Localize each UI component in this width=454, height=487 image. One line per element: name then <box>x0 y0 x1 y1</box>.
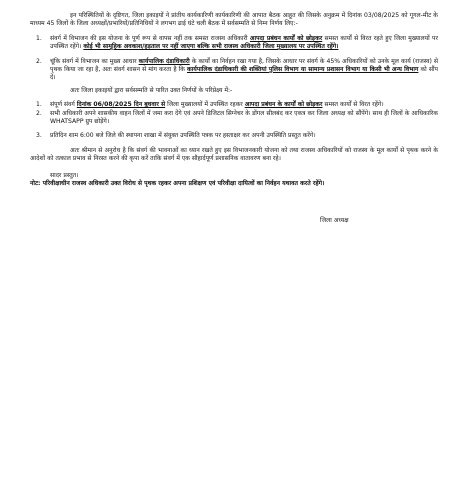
item-number: 3. <box>36 132 42 140</box>
item-number: 2. <box>36 109 42 117</box>
item-text: के कार्यों का निर्वहन रखा गया है, जिसके आधार पर संवर्ग के 45% अधिकारियों को उनके मूल कार्य (राजस्व) से पृथक किया जा रहा है, अतः संवर्ग शासन से मांग करता है कि <box>50 57 438 74</box>
item-text: समस्त कार्यों से विरत रहेंगे। <box>322 101 384 109</box>
item-text: को सौंप दें। <box>50 66 438 82</box>
resolution-item <box>30 110 438 127</box>
item-emphasis: दिनांक 06/08/2025 दिन बुधवार से <box>76 101 166 109</box>
item-text: प्रतिदिन शाम 6:00 बजे जिले की स्थापना शाखा में संयुक्त उपस्थिति पत्रक पर हस्ताक्षर कर अपनी उपस्थिति प्रस्तुत करेंगे। <box>50 132 316 140</box>
signature-line: जिला अध्यक्ष <box>320 216 349 224</box>
item-emphasis: कार्यपालिक दंडाधिकारी <box>138 57 190 65</box>
item-text: सभी अधिकारी अपने शासकीय वाहन जिलों में जमा करा देंगे एवं अपने डिजिटल सिग्नेचर के डोंगल सीलबंद कर एकत्र कर जिला अध्यक्ष को सौंपेंगे। साथ ही जिलों के आधिकारिक WHATSAPP ग्रुप छोड़ेंगे। <box>50 109 438 126</box>
item-text: संपूर्ण संवर्ग <box>50 101 77 109</box>
decision-list-resolution <box>30 101 438 141</box>
item-text: चूंकि संवर्ग में विभाजन का मुख्य आधार <box>50 57 139 65</box>
decision-list-primary <box>30 35 438 83</box>
item-emphasis: कोई भी सामूहिक अवकाश/हड़ताल पर नहीं जाएगा बल्कि सभी राजस्व अधिकारी जिला मुख्यालय पर उपस्थित रहेंगे। <box>83 43 339 51</box>
item-number: 1. <box>36 101 42 109</box>
closing-paragraph: अतः श्रीमान से अनुरोध है कि संवर्ग की भावनाओं का ध्यान रखते हुए इस विभाजनकारी योजना को तथा राजस्व अधिकारियों को राजस्व के मूल कार्यों से पृथक करने के आदेशों को तत्काल प्रभाव से निरस्त करने की कृपा करें ताकि संवर्ग में एक सौहार्दपूर्ण प्रशासनिक वातावरण बना रहे। <box>30 146 438 163</box>
note-line: नोट: परिवीक्षाधीन राजस्व अधिकारी उक्त विरोध से पृथक रहकर अपना प्रशिक्षण एवं परिवीक्षा दायित्वों का निर्वहन यथावत करते रहेंगे। <box>30 180 325 188</box>
item-emphasis: कार्यपालिक दंडाधिकारी की शक्तियां पुलिस विभाग या सामान्य प्रशासन विभाग या किसी भी अन्य विभाग <box>186 66 419 74</box>
resolution-item <box>30 101 438 109</box>
item-text: समस्त कार्यों से विरत रहते हुए जिला मुख्यालयों पर उपस्थित रहेंगे। <box>50 34 438 51</box>
item-number: 2. <box>36 57 42 65</box>
intro-paragraph: इन परिस्थितियों के दृष्टिगत, जिला इकाइयों ने प्रांतीय कार्यकारिणी कार्यकारिणी की आपात बैठक आहूत की जिसके अनुक्रम में दिनांक 03/08/2025 को गूगल-मीट के माध्यम 45 जिलों के जिला अध्यक्षों/प्रभारियों/प्रतिनिधियों ने लगभग ढाई घंटे चली बैठक में सर्वसम्मति से निम्न निर्णय लिए:- <box>30 12 438 28</box>
submission-line: सादर प्रस्तुत। <box>50 171 79 179</box>
item-emphasis: आपदा प्रबंधन कार्यों को छोड़कर <box>249 34 323 42</box>
item-text: संवर्ग में विभाजन की इस योजना के पूर्ण रूप से वापस नहीं तक समस्त राजस्व अधिकारी <box>50 34 250 42</box>
resolution-intro: अतः जिला इकाइयों द्वारा सर्वसम्मति से पारित उक्त निर्णयों के परिप्रेक्ष्य में:- <box>70 86 233 94</box>
decision-item <box>30 58 438 83</box>
item-emphasis: आपदा प्रबंधन के कार्यों को छोड़कर <box>244 101 323 109</box>
item-text: जिला मुख्यालयों में उपस्थित रहकर <box>165 101 245 109</box>
resolution-item <box>30 132 438 140</box>
item-number: 1. <box>36 34 42 42</box>
decision-item <box>30 35 438 52</box>
